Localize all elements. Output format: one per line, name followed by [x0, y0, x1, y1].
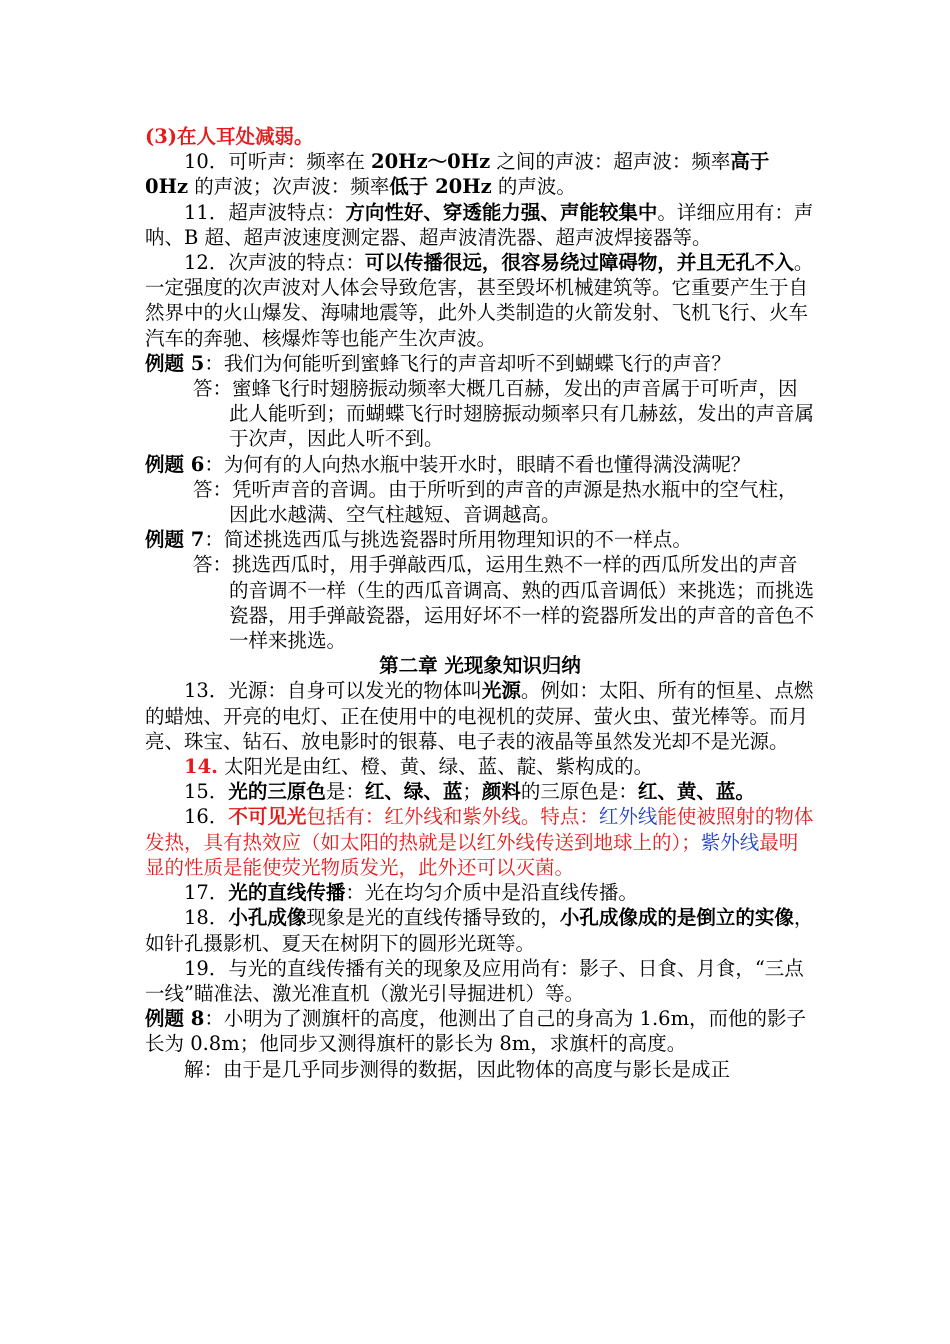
- example-8-question: [145, 1006, 815, 1056]
- paragraph-13: [145, 678, 815, 754]
- example-label: 例题 8: [145, 1007, 205, 1031]
- text: 的三原色是：: [520, 780, 638, 804]
- text: 17．: [184, 881, 229, 905]
- question-text: ：为何有的人向热水瓶中装开水时，眼睛不看也懂得满没满呢？: [204, 452, 751, 476]
- chapter-title: 第二章 光现象知识归纳: [379, 654, 581, 678]
- paragraph-19: 19．与光的直线传播有关的现象及应用尚有：影子、日食、月食，“三点一线”瞄准法、激光准直机（激光引导掘进机）等。: [145, 956, 804, 1005]
- text: 。一定强度的次声波对人体会导致危害，甚至毁坏机械建筑等。它重要产生于自然界中的火山爆发、海啸地震等，此外人类制造的火箭发射、飞机飞行、火车汽车的奔驰、核爆炸等也能产生次声波。: [145, 251, 814, 350]
- emphasis: 光源: [481, 679, 521, 703]
- paragraph-18: [145, 905, 815, 955]
- text: ，如针孔摄影机、夏天在树阴下的圆形光斑等。: [145, 906, 814, 955]
- text: 。例如：太阳、所有的恒星、点燃的蜡烛、开亮的电灯、正在使用中的电视机的荧屏、萤火虫、萤光棒等。而月亮、珠宝、钻石、放电影时的银幕、电子表的液晶等虽然发光却不是光源。: [145, 679, 814, 753]
- paragraph-15: [145, 779, 815, 804]
- text: 太阳光是由红、橙、黄、绿、蓝、靛、紫构成的。: [217, 755, 654, 779]
- example-label: 例题 5: [145, 351, 205, 375]
- question-text: ：我们为何能听到蜜蜂飞行的声音却听不到蝴蝶飞行的声音？: [204, 351, 731, 375]
- keyword: 红外线: [598, 805, 658, 829]
- paragraph-10: [145, 149, 815, 199]
- emphasis: 红、黄、蓝。: [637, 780, 755, 804]
- example-5-answer: 答：蜜蜂飞行时翅膀振动频率大概几百赫，发出的声音属于可听声，因此人能听到；而蝴蝶飞行时翅膀振动频率只有几赫兹，发出的声音属于次声，因此人听不到。: [193, 377, 815, 451]
- text: 的声波。: [491, 175, 576, 199]
- text: ：光在均匀介质中是沿直线传播。: [345, 881, 638, 905]
- item-number: 14.: [184, 755, 218, 779]
- text: ；: [462, 780, 482, 804]
- emphasis: 光的三原色: [228, 780, 326, 804]
- example-5-question: [145, 351, 815, 376]
- text: 是：: [325, 780, 365, 804]
- emphasis: 颜料: [481, 780, 521, 804]
- emphasis: 可以传播很远，很容易绕过障碍物，并且无孔不入: [364, 251, 794, 275]
- paragraph-12: [145, 250, 815, 351]
- emphasis: 不可见光: [228, 805, 307, 829]
- text: 13．光源：自身可以发光的物体叫: [184, 679, 482, 703]
- item-3-heading: (3)在人耳处减弱。: [145, 125, 314, 148]
- emphasis: 20Hz～0Hz: [371, 150, 491, 174]
- emphasis: 小孔成像: [228, 906, 307, 930]
- emphasis: 红、绿、蓝: [364, 780, 463, 804]
- emphasis: 光的直线传播: [228, 881, 346, 905]
- question-text: ：小明为了测旗杆的高度，他测出了自己的身高为 1.6m，而他的影子长为 0.8m；他同步又测得旗杆的影长为 8m，求旗杆的高度。: [145, 1007, 807, 1056]
- paragraph-17: [145, 880, 815, 905]
- example-6-answer: 答：凭听声音的音调。由于所听到的声音的声源是热水瓶中的空气柱，因此水越满、空气柱越短、音调越高。: [193, 477, 798, 527]
- emphasis: 高于 0Hz: [145, 150, 770, 199]
- text: 18．: [184, 906, 229, 930]
- example-label: 例题 6: [145, 452, 205, 476]
- emphasis: 小孔成像成的是倒立的实像: [559, 906, 794, 930]
- text: 。详细应用有：声呐、B 超、超声波速度测定器、超声波清洗器、超声波焊接器等。: [145, 200, 814, 249]
- text: 15．: [184, 780, 229, 804]
- text: 11．超声波特点：: [184, 200, 346, 224]
- example-8-solution: 解：由于是几乎同步测得的数据，因此物体的高度与影长是成正: [184, 1057, 731, 1081]
- text: 包括有：红外线和紫外线。特点：: [306, 805, 599, 829]
- text: 现象是光的直线传播导致的，: [306, 906, 560, 930]
- paragraph-16: [145, 804, 815, 880]
- text: 12．次声波的特点：: [184, 251, 365, 275]
- text: 之间的声波：超声波：频率: [490, 150, 731, 174]
- keyword: 紫外线: [700, 830, 760, 854]
- example-label: 例题 7: [145, 528, 205, 552]
- example-7-question: [145, 527, 815, 552]
- emphasis: 方向性好、穿透能力强、声能较集中: [345, 200, 658, 224]
- text: 能使被照射的物体发热，具有热效应（如太阳的热就是以红外线传送到地球上的）；: [145, 805, 814, 854]
- question-text: ：简述挑选西瓜与挑选瓷器时所用物理知识的不一样点。: [204, 528, 692, 552]
- paragraph-11: [145, 200, 815, 250]
- text: 的声波；次声波：频率: [188, 175, 390, 199]
- emphasis: 低于 20Hz: [389, 175, 492, 199]
- example-6-question: [145, 452, 815, 477]
- text: 最明显的性质是能使荧光物质发光，此外还可以灭菌。: [145, 830, 799, 879]
- text: 10．可听声：频率在: [184, 150, 372, 174]
- example-7-answer: 答：挑选西瓜时，用手弹敲西瓜，运用生熟不一样的西瓜所发出的声音的音调不一样（生的西瓜音调高、熟的西瓜音调低）来挑选；而挑选瓷器，用手弹敲瓷器，运用好坏不一样的瓷器所发出的声音的音色不一样来挑选。: [193, 553, 815, 653]
- text: 16．: [184, 805, 229, 829]
- document-body: [145, 124, 815, 1082]
- paragraph-14: [145, 754, 815, 779]
